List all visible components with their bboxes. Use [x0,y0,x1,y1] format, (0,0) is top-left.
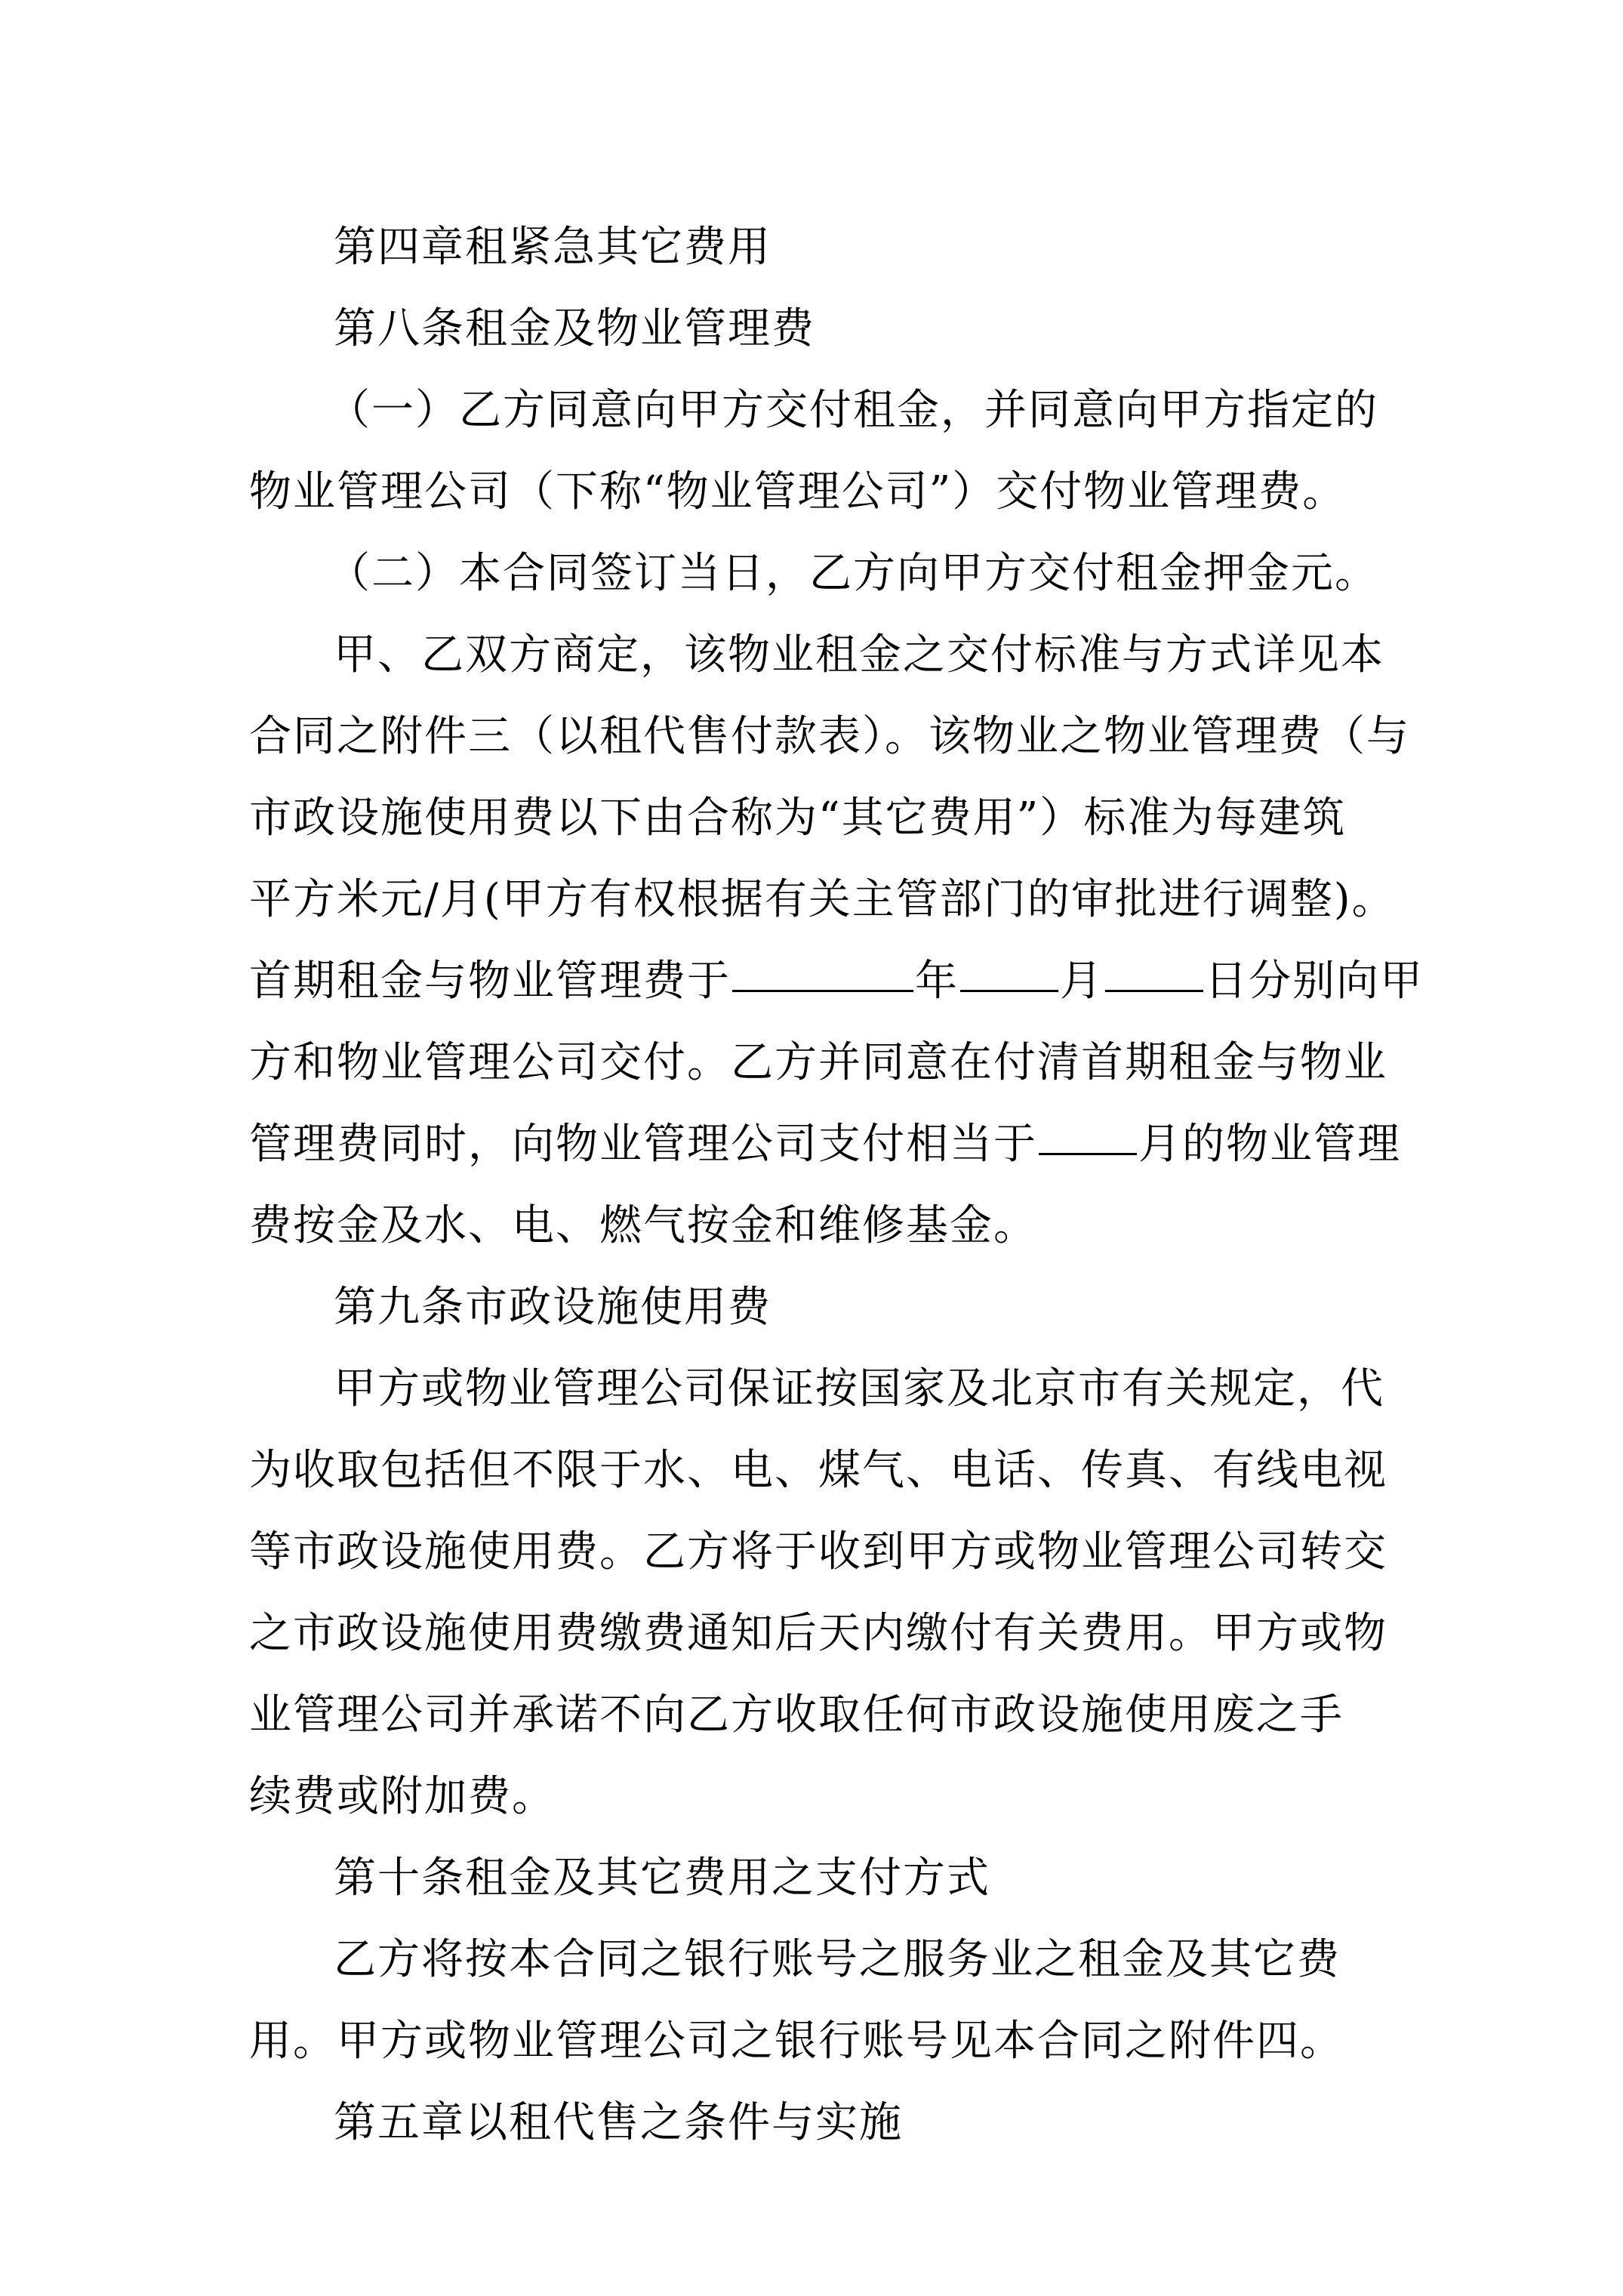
article-9-paragraph-line-1: 甲方或物业管理公司保证按国家及北京市有关规定，代 [334,1364,1384,1413]
article-9-paragraph-line-2: 为收取包括但不限于水、电、煤气、电话、传真、有线电视 [249,1446,1387,1495]
article-8-paragraph-1-line-2: 物业管理公司（下称“物业管理公司”）交付物业管理费。 [249,467,1347,516]
article-10-paragraph-line-1: 乙方将按本合同之银行账号之服务业之租金及其它费 [334,1935,1341,1984]
article-8-paragraph-3-line-4: 平方米元/月(甲方有权根据有关主管部门的审批进行调整)。 [249,875,1396,924]
article-9-paragraph-line-3: 等市政设施使用费。乙方将于收到甲方或物业管理公司转交 [249,1527,1387,1576]
day-blank[interactable] [1105,948,1203,992]
article-9-paragraph-line-5: 业管理公司并承诺不向乙方收取任何市政设施使用废之手 [249,1690,1344,1740]
article-8-paragraph-3-line-1: 甲、乙双方商定，该物业租金之交付标准与方式详见本 [334,630,1384,680]
article-8-heading: 第八条租金及物业管理费 [334,304,815,353]
chapter-5-heading: 第五章以租代售之条件与实施 [334,2098,903,2147]
article-9-paragraph-line-6: 续费或附加费。 [249,1772,556,1821]
day-label-text: 日分别向甲 [1205,957,1424,1006]
first-payment-text: 首期租金与物业管理费于 [249,957,731,1006]
year-label: 年 [915,957,959,1006]
article-10-paragraph-line-2: 用。甲方或物业管理公司之银行账号见本合同之附件四。 [249,2017,1344,2066]
article-9-paragraph-line-4: 之市政设施使用费缴费通知后天内缴付有关费用。甲方或物 [249,1609,1387,1658]
month-blank[interactable] [960,948,1058,992]
article-8-paragraph-2: （二）本合同签订当日，乙方向甲方交付租金押金元。 [328,549,1378,598]
year-blank[interactable] [732,948,913,992]
deposit-months-text: 月的物业管理 [1138,1120,1401,1169]
article-8-paragraph-3-line-3: 市政设施使用费以下由合称为“其它费用”）标准为每建筑 [249,794,1347,843]
document-body [249,207,1457,2164]
article-8-paragraph-3-line-2: 合同之附件三（以租代售付款表）。该物业之物业管理费（与 [249,712,1410,761]
article-8-paragraph-3-line-5 [249,941,1457,1022]
deposit-text: 管理费同时，向物业管理公司支付相当于 [249,1120,1037,1169]
article-8-paragraph-1-line-1: （一）乙方同意向甲方交付租金，并同意向甲方指定的 [328,386,1378,435]
chapter-4-heading: 第四章租紧急其它费用 [334,223,771,272]
month-label: 月 [1060,957,1104,1006]
article-10-heading: 第十条租金及其它费用之支付方式 [334,1854,990,1903]
article-9-heading: 第九条市政设施使用费 [334,1283,771,1332]
article-8-paragraph-3-line-6: 方和物业管理公司交付。乙方并同意在付清首期租金与物业 [249,1038,1387,1087]
article-8-paragraph-3-line-7 [249,1104,1457,1185]
deposit-months-blank[interactable] [1039,1111,1137,1155]
article-8-paragraph-3-line-8: 费按金及水、电、燃气按金和维修基金。 [249,1201,1037,1250]
